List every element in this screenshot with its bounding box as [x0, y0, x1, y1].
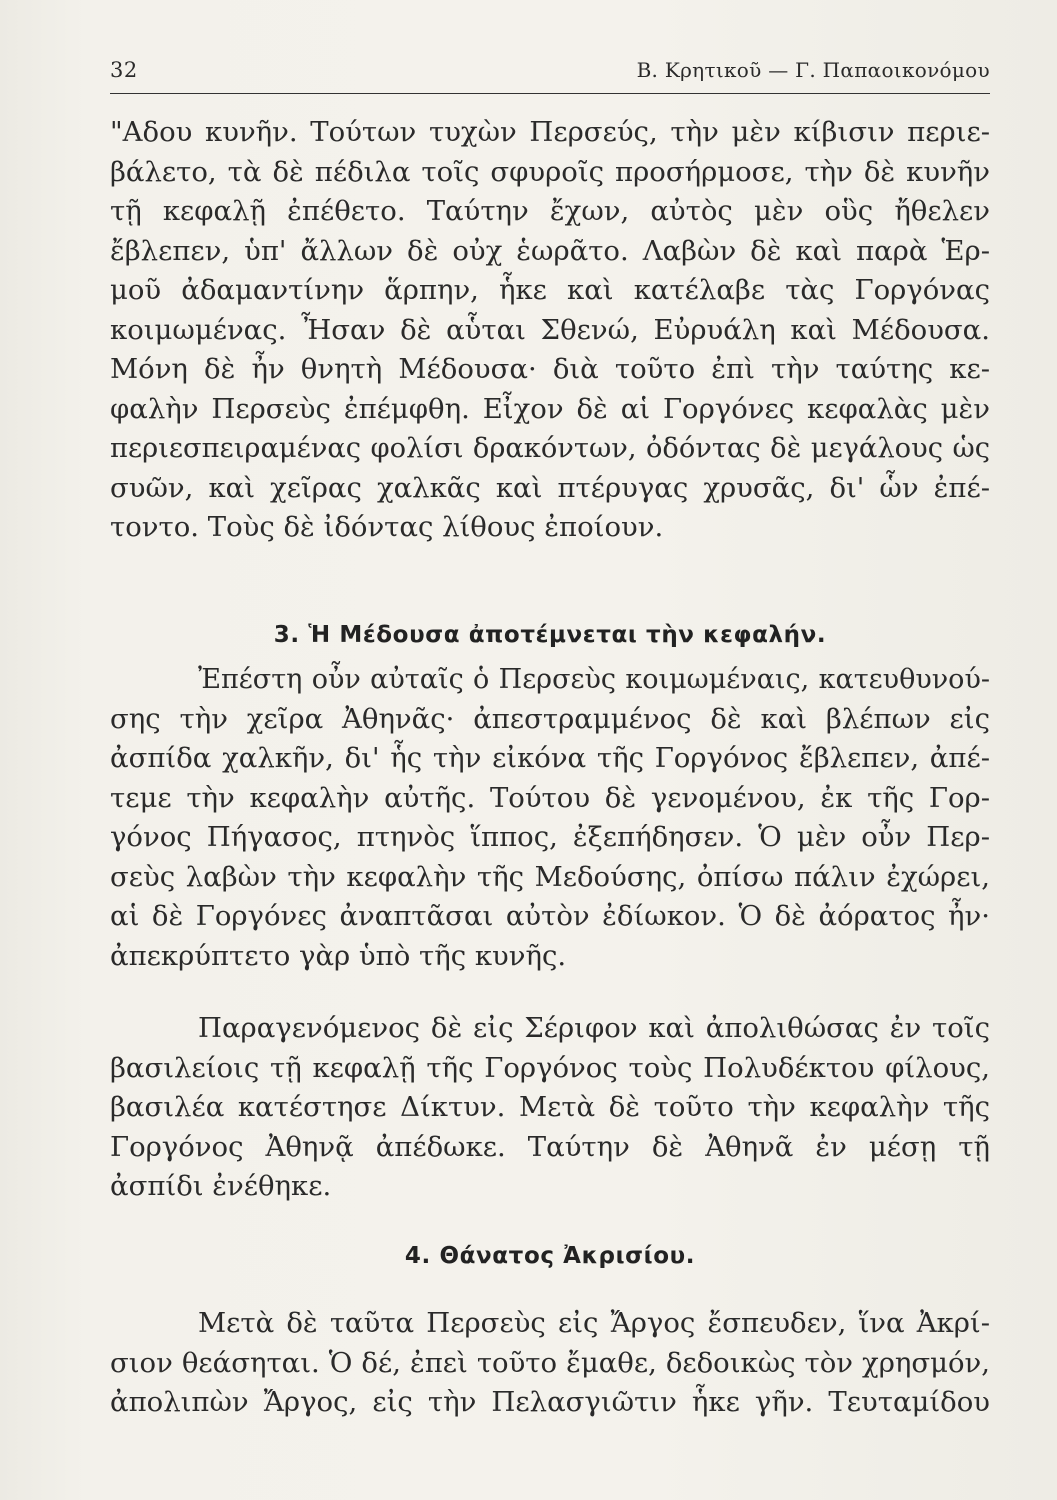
page-number: 32 [110, 58, 138, 82]
text-line: σεὺς λαβὼν τὴν κεφαλὴν τῆς Μεδούσης, ὀπίσω πάλιν ἐχώρει, [110, 860, 990, 893]
text-line: αἱ δὲ Γοργόνες ἀναπτᾶσαι αὐτὸν ἐδίωκον. Ὁ δὲ ἀόρατος ἦν· [110, 900, 990, 932]
text-line: κοιμωμένας. Ἦσαν δὲ αὗται Σθενώ, Εὐρυάλη καὶ Μέδουσα. [110, 313, 990, 346]
text-line: περιεσπειραμένας φολίσι δρακόντων, ὀδόντας δὲ μεγάλους ὡς [110, 433, 990, 464]
text-line: τῇ κεφαλῇ ἐπέθετο. Ταύτην ἔχων, αὐτὸς μὲν οὓς ἤθελεν [110, 195, 990, 227]
text-line: Μόνη δὲ ἦν θνητὴ Μέδουσα· διὰ τοῦτο ἐπὶ τὴν ταύτης κε- [110, 353, 990, 385]
text-line: γόνος Πήγασος, πτηνὸς ἵππος, ἐξεπήδησεν. Ὁ μὲν οὖν Περ- [110, 821, 990, 853]
text-line: ἀπολιπὼν Ἄργος, εἰς τὴν Πελασγιῶτιν ἧκε γῆν. Τευταμίδου [110, 1386, 990, 1418]
text-line: σιον θεάσηται. Ὁ δέ, ἐπεὶ τοῦτο ἔμαθε, δεδοικὼς τὸν χρησμόν, [110, 1346, 990, 1379]
text-line: ἔβλεπεν, ὑπ' ἄλλων δὲ οὐχ ἑωρᾶτο. Λαβὼν δὲ καὶ παρὰ Ἑρ- [110, 234, 990, 267]
text-line: Μετὰ δὲ ταῦτα Περσεὺς εἰς Ἄργος ἔσπευδεν, ἵνα Ἀκρί- [198, 1307, 990, 1339]
text-line: μοῦ ἀδαμαντίνην ἅρπην, ἧκε καὶ κατέλαβε τὰς Γοργόνας [110, 274, 990, 306]
section-4-paragraph [110, 1304, 990, 1423]
text-line: τεμε τὴν κεφαλὴν αὐτῆς. Τούτου δὲ γενομένου, ἐκ τῆς Γορ- [110, 781, 990, 814]
text-line: σης τὴν χεῖρα Ἀθηνᾶς· ἀπεστραμμένος δὲ καὶ βλέπων εἰς [110, 702, 990, 735]
section-heading-3: 3. Ἡ Μέδουσα ἀποτέμνεται τὴν κεφαλήν. [273, 622, 827, 648]
text-line: φαλὴν Περσεὺς ἐπέμφθη. Εἶχον δὲ αἱ Γοργόνες κεφαλὰς μὲν [110, 392, 990, 425]
section-3-paragraph-1 [110, 660, 990, 976]
passage-medusa-gorgons [110, 113, 990, 548]
section-heading-4: 4. Θάνατος Ἀκρισίου. [404, 1243, 696, 1269]
page-header [110, 52, 990, 92]
text-line: Ἐπέστη οὖν αὐταῖς ὁ Περσεὺς κοιμωμέναις, κατευθυνού- [198, 664, 990, 695]
text-line: συῶν, καὶ χεῖρας χαλκᾶς καὶ πτέρυγας χρυσᾶς, δι' ὧν ἐπέ- [110, 471, 990, 504]
text-line: τοντο. Τοὺς δὲ ἰδόντας λίθους ἐποίουν. [110, 511, 664, 543]
text-line: ἀσπίδα χαλκῆν, δι' ἧς τὴν εἰκόνα τῆς Γοργόνος ἔβλεπεν, ἀπέ- [110, 742, 990, 774]
text-line: ἀπεκρύπτετο γὰρ ὑπὸ τῆς κυνῆς. [110, 939, 567, 972]
section-3-paragraph-2 [110, 1009, 990, 1207]
text-line: ἀσπίδι ἐνέθηκε. [110, 1170, 332, 1202]
text-line: "Αδου κυνῆν. Τούτων τυχὼν Περσεύς, τὴν μὲν κίβισιν περιε- [110, 116, 990, 148]
text-line: Γοργόνος Ἀθηνᾷ ἀπέδωκε. Ταύτην δὲ Ἀθηνᾶ ἐν μέσῃ τῇ [110, 1130, 990, 1163]
header-rule [110, 93, 990, 94]
text-line: βασιλέα κατέστησε Δίκτυν. Μετὰ δὲ τοῦτο τὴν κεφαλὴν τῆς [110, 1091, 990, 1123]
text-line: βάλετο, τὰ δὲ πέδιλα τοῖς σφυροῖς προσήρμοσε, τὴν δὲ κυνῆν [110, 155, 990, 188]
text-line: βασιλείοις τῇ κεφαλῇ τῆς Γοργόνος τοὺς Πολυδέκτου φίλους, [110, 1051, 990, 1084]
running-head: Β. Κρητικοῦ — Γ. Παπαοικονόμου [636, 58, 990, 82]
text-line: Παραγενόμενος δὲ εἰς Σέριφον καὶ ἀπολιθώσας ἐν τοῖς [198, 1012, 990, 1044]
